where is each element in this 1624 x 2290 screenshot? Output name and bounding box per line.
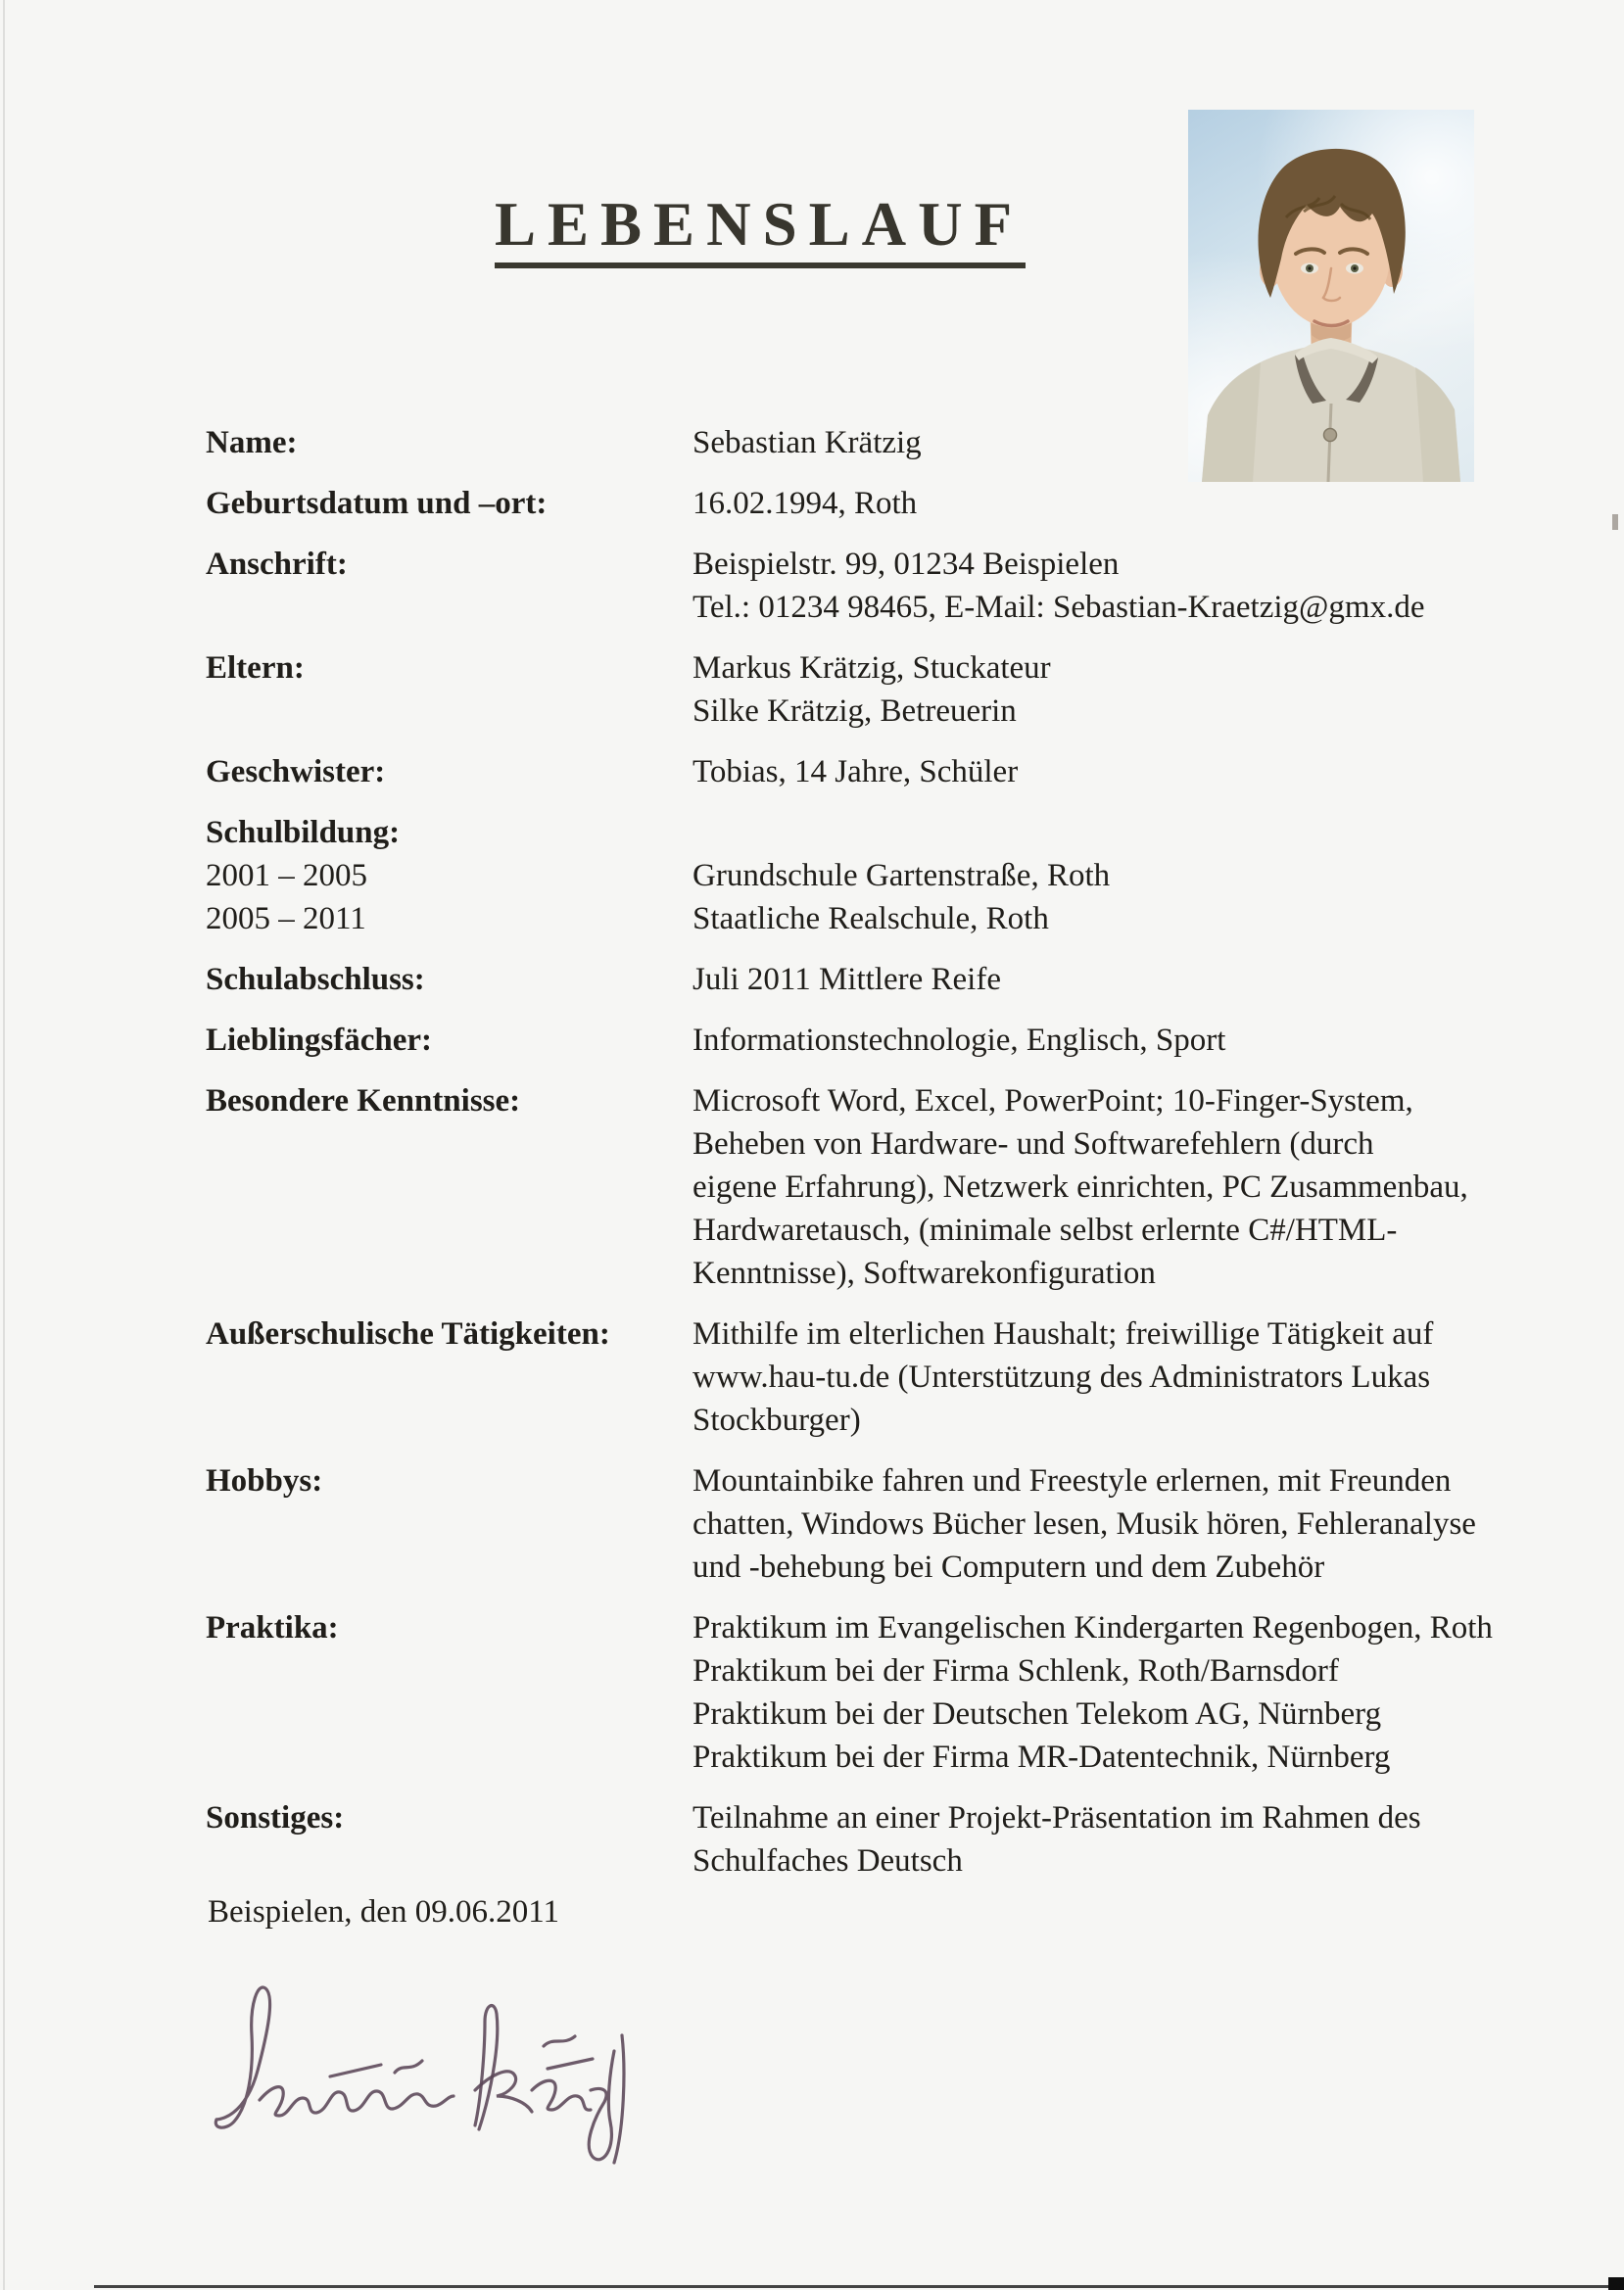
row-value-line: Praktikum bei der Deutschen Telekom AG, Nürnberg — [693, 1696, 1382, 1732]
row-value-line: 16.02.1994, Roth — [693, 486, 918, 521]
row-value-column — [693, 1079, 1468, 1295]
cv-row — [206, 543, 1459, 629]
row-value-line: eigene Erfahrung), Netzwerk einrichten, PC Zusammenbau, — [693, 1169, 1468, 1205]
scan-edge-mark — [1612, 514, 1618, 530]
row-value-line: Microsoft Word, Excel, PowerPoint; 10-Finger-System, — [693, 1083, 1413, 1119]
signature — [201, 1951, 661, 2176]
row-value-line: Hardwaretausch, (minimale selbst erlernte C#/HTML- — [693, 1213, 1398, 1248]
row-value-line: Teilnahme an einer Projekt-Präsentation im Rahmen des — [693, 1800, 1421, 1836]
row-label-column — [206, 958, 693, 1001]
row-label-column — [206, 482, 693, 525]
row-value-line: und -behebung bei Computern und dem Zubehör — [693, 1550, 1325, 1585]
row-value-column — [693, 1312, 1459, 1442]
row-value-column — [693, 1796, 1459, 1883]
row-value-line: Tobias, 14 Jahre, Schüler — [693, 754, 1019, 789]
row-value-column — [693, 421, 1459, 464]
date-line: Beispielen, den 09.06.2011 — [208, 1894, 559, 1930]
row-value-column — [693, 811, 1459, 940]
row-label-column — [206, 1606, 693, 1779]
cv-rows — [206, 421, 1493, 1900]
cv-row — [206, 1079, 1468, 1295]
row-value-line: Markus Krätzig, Stuckateur — [693, 650, 1051, 686]
row-value-line: Silke Krätzig, Betreuerin — [693, 693, 1017, 729]
row-label: Sonstiges: — [206, 1800, 345, 1836]
row-value-line: Stockburger) — [693, 1403, 861, 1438]
cv-row — [206, 1019, 1459, 1062]
page-title: LEBENSLAUF — [495, 194, 1026, 268]
row-sublabel: 2005 – 2011 — [206, 901, 366, 936]
row-value-column — [693, 750, 1459, 793]
row-value-line: Praktikum bei der Firma Schlenk, Roth/Barnsdorf — [693, 1653, 1339, 1689]
row-label: Lieblingsfächer: — [206, 1023, 432, 1058]
row-value-line: Beheben von Hardware- und Softwarefehlern (durch — [693, 1126, 1374, 1162]
row-label: Schulbildung: — [206, 815, 401, 850]
row-value-column — [693, 958, 1459, 1001]
row-value-column — [693, 543, 1459, 629]
cv-row — [206, 1796, 1459, 1883]
row-value-column — [693, 1019, 1459, 1062]
cv-row — [206, 482, 1459, 525]
scan-corner-mark — [1608, 2277, 1624, 2290]
row-value-line: Praktikum bei der Firma MR-Datentechnik, Nürnberg — [693, 1740, 1391, 1775]
row-label-column — [206, 646, 693, 733]
row-value-line: www.hau-tu.de (Unterstützung des Administrators Lukas — [693, 1360, 1431, 1395]
row-label: Praktika: — [206, 1610, 339, 1646]
row-value-line: Kenntnisse), Softwarekonfiguration — [693, 1256, 1156, 1291]
cv-row — [206, 1312, 1459, 1442]
row-value-line: Mithilfe im elterlichen Haushalt; freiwillige Tätigkeit auf — [693, 1316, 1434, 1352]
row-label-column — [206, 543, 693, 629]
cv-row — [206, 646, 1459, 733]
cv-row — [206, 1459, 1476, 1589]
row-value-line: Juli 2011 Mittlere Reife — [693, 962, 1001, 997]
row-label-column — [206, 811, 693, 940]
row-label-column — [206, 1079, 693, 1295]
row-label-column — [206, 1459, 693, 1589]
row-value-column — [693, 646, 1459, 733]
row-value-line: Beispielstr. 99, 01234 Beispielen — [693, 547, 1120, 582]
row-value-line: Grundschule Gartenstraße, Roth — [693, 858, 1111, 893]
row-label: Anschrift: — [206, 547, 348, 582]
row-label-column — [206, 750, 693, 793]
cv-row — [206, 1606, 1493, 1779]
row-value-line: Sebastian Krätzig — [693, 425, 922, 460]
row-value-line: chatten, Windows Bücher lesen, Musik hören, Fehleranalyse — [693, 1506, 1476, 1542]
scan-bottom-line — [94, 2285, 1624, 2288]
row-label-column — [206, 1312, 693, 1442]
row-label-column — [206, 1796, 693, 1883]
cv-row — [206, 421, 1459, 464]
row-value-line: Praktikum im Evangelischen Kindergarten Regenbogen, Roth — [693, 1610, 1493, 1646]
row-value-column — [693, 1606, 1493, 1779]
row-label: Besondere Kenntnisse: — [206, 1083, 521, 1119]
row-label: Geschwister: — [206, 754, 386, 789]
row-sublabel: 2001 – 2005 — [206, 858, 367, 893]
row-value-column — [693, 482, 1459, 525]
row-value-column — [693, 1459, 1476, 1589]
cv-row — [206, 958, 1459, 1001]
row-value-line: Schulfaches Deutsch — [693, 1843, 963, 1879]
row-value-line: Informationstechnologie, Englisch, Sport — [693, 1023, 1226, 1058]
row-value-line: Staatliche Realschule, Roth — [693, 901, 1049, 936]
row-label: Hobbys: — [206, 1463, 323, 1499]
row-value-line — [693, 811, 1459, 854]
scan-edge-line — [3, 0, 5, 2290]
row-label: Schulabschluss: — [206, 962, 425, 997]
row-label: Geburtsdatum und –ort: — [206, 486, 548, 521]
row-label: Außerschulische Tätigkeiten: — [206, 1316, 610, 1352]
row-label-column — [206, 421, 693, 464]
row-label-column — [206, 1019, 693, 1062]
row-value-line: Tel.: 01234 98465, E-Mail: Sebastian-Kraetzig@gmx.de — [693, 590, 1425, 625]
signature-drawing — [201, 1951, 661, 2176]
row-label: Eltern: — [206, 650, 305, 686]
cv-row — [206, 811, 1459, 940]
row-value-line: Mountainbike fahren und Freestyle erlernen, mit Freunden — [693, 1463, 1452, 1499]
cv-row — [206, 750, 1459, 793]
row-label: Name: — [206, 425, 298, 460]
